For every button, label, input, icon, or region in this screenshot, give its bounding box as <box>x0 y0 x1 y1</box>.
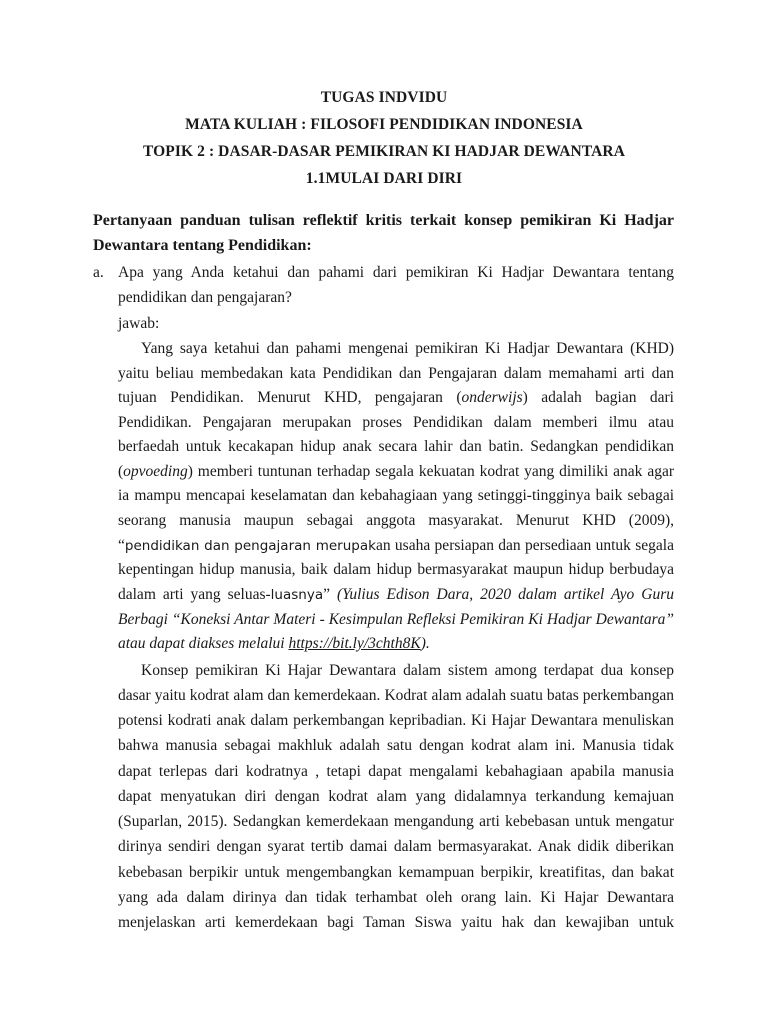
para2-line-11: menjelaskan arti kemerdekaan bagi Taman Siswa yaitu hak dan kewajiban untuk <box>118 914 674 931</box>
header-section: 1.1MULAI DARI DIRI <box>305 170 463 187</box>
para2-line-8: dirinya sendiri dengan syarat tertib damai dalam bermasyarakat. Anak didik diberikan <box>118 838 674 855</box>
para1-line-12 <box>118 611 674 629</box>
para2-line-3: potensi kodrati anak dalam perkembangan kepribadian. Ki Hajar Dewantara menuliskan <box>118 712 674 729</box>
text-run: dalam arti yang seluas- <box>118 586 271 603</box>
para1-line-5: berfaedah untuk kecakapan hidup anak secara lahir dan batin. Sedangkan pendidikan <box>118 438 674 455</box>
para1-line-3 <box>118 389 674 407</box>
para2-line-6: dapat menyatukan diri dengan kodrat alam yang didalamnya terkandung kemajuan <box>118 788 674 805</box>
para2-line-2: dasar yaitu kodrat alam dan kemerdekaan. Kodrat alam adalah suatu batas perkembangan <box>118 687 674 704</box>
citation-text: ). <box>420 635 430 652</box>
text-run: ” <box>323 586 337 603</box>
text-run: tujuan Pendidikan. Menurut KHD, pengajaran ( <box>118 389 462 406</box>
quoted-text-sans: pendidikan dan pengajaran merupak <box>124 538 376 554</box>
text-run: ( <box>118 463 124 480</box>
para2-line-7: (Suparlan, 2015). Sedangkan kemerdekaan mengandung arti kebebasan untuk mengatur <box>118 813 674 830</box>
text-run: ) memberi tuntunan terhadap segala kekuatan kodrat yang dimiliki anak agar <box>187 463 674 480</box>
header-topic: TOPIK 2 : DASAR-DASAR PEMIKIRAN KI HADJAR DEWANTARA <box>142 143 626 160</box>
question-line-1: Pertanyaan panduan tulisan reflektif kritis terkait konsep pemikiran Ki Hadjar <box>93 212 674 229</box>
para2-line-10: yang ada dalam dirinya dan tidak terhambat oleh orang lain. Ki Hajar Dewantara <box>118 889 674 906</box>
question-line-2: Dewantara tentang Pendidikan: <box>93 237 312 254</box>
citation-text: Berbagi “Koneksi Antar Materi - Kesimpulan Refleksi Pemikiran Ki Hadjar Dewantara” <box>118 611 674 628</box>
para1-line-6 <box>118 463 674 481</box>
item-a-line-2: pendidikan dan pengajaran? <box>118 289 292 306</box>
text-run: an usaha persiapan dan persediaan untuk segala <box>375 537 674 554</box>
citation-text: (Yulius Edison Dara, 2020 dalam artikel Ayo Guru <box>336 586 674 603</box>
para1-line-1: Yang saya ketahui dan pahami mengenai pemikiran Ki Hadjar Dewantara (KHD) <box>141 340 674 357</box>
text-run: “ <box>118 537 125 554</box>
para1-line-11 <box>118 586 674 604</box>
para2-line-5: dapat terlepas dari kodratnya , tetapi dapat mengalami kebahagiaan apabila manusia <box>118 763 674 780</box>
para1-line-8: seorang manusia maupun sebagai anggota masyarakat. Menurut KHD (2009), <box>118 512 674 529</box>
header-course: MATA KULIAH : FILOSOFI PENDIDIKAN INDONESIA <box>185 116 583 133</box>
para2-line-4: bahwa manusia sebagai makhluk adalah satu dengan kodrat alam ini. Manusia tidak <box>118 737 674 754</box>
italic-term-onderwijs: onderwijs <box>461 389 523 406</box>
header-title: TUGAS INDVIDU <box>320 89 448 106</box>
citation-text: atau dapat diakses melalui <box>118 635 289 652</box>
reference-link[interactable]: https://bit.ly/3chth8K <box>288 635 421 652</box>
item-a-line-1: Apa yang Anda ketahui dan pahami dari pemikiran Ki Hadjar Dewantara tentang <box>118 264 674 281</box>
document-header <box>0 84 768 192</box>
italic-term-opvoeding: opvoeding <box>123 463 188 480</box>
para1-line-13 <box>118 635 430 653</box>
text-run: ) adalah bagian dari <box>522 389 674 406</box>
para1-line-7: ia mampu mencapai keselamatan dan kebahagiaan yang setinggi-tingginya baik sebagai <box>118 487 674 504</box>
quoted-text-sans: luasnya <box>270 587 324 603</box>
para2-line-9: kebebasan berpikir untuk mengembangkan kemampuan berpikir, kreatifitas, dan bakat <box>118 864 674 881</box>
para2-line-1: Konsep pemikiran Ki Hajar Dewantara dalam sistem among terdapat dua konsep <box>141 662 674 679</box>
list-marker-a: a. <box>93 264 104 281</box>
para1-line-4: Pendidikan. Pengajaran merupakan proses Pendidikan dalam memberi ilmu atau <box>118 414 674 431</box>
para1-line-9 <box>118 537 674 555</box>
para1-line-10: kepentingan hidup manusia, baik dalam hidup bermasyarakat maupun hidup berbudaya <box>118 561 674 578</box>
para1-line-2: yaitu beliau membedakan kata Pendidikan dan Pengajaran dalam memahami arti dan <box>118 365 674 382</box>
jawab-label: jawab: <box>118 315 160 332</box>
